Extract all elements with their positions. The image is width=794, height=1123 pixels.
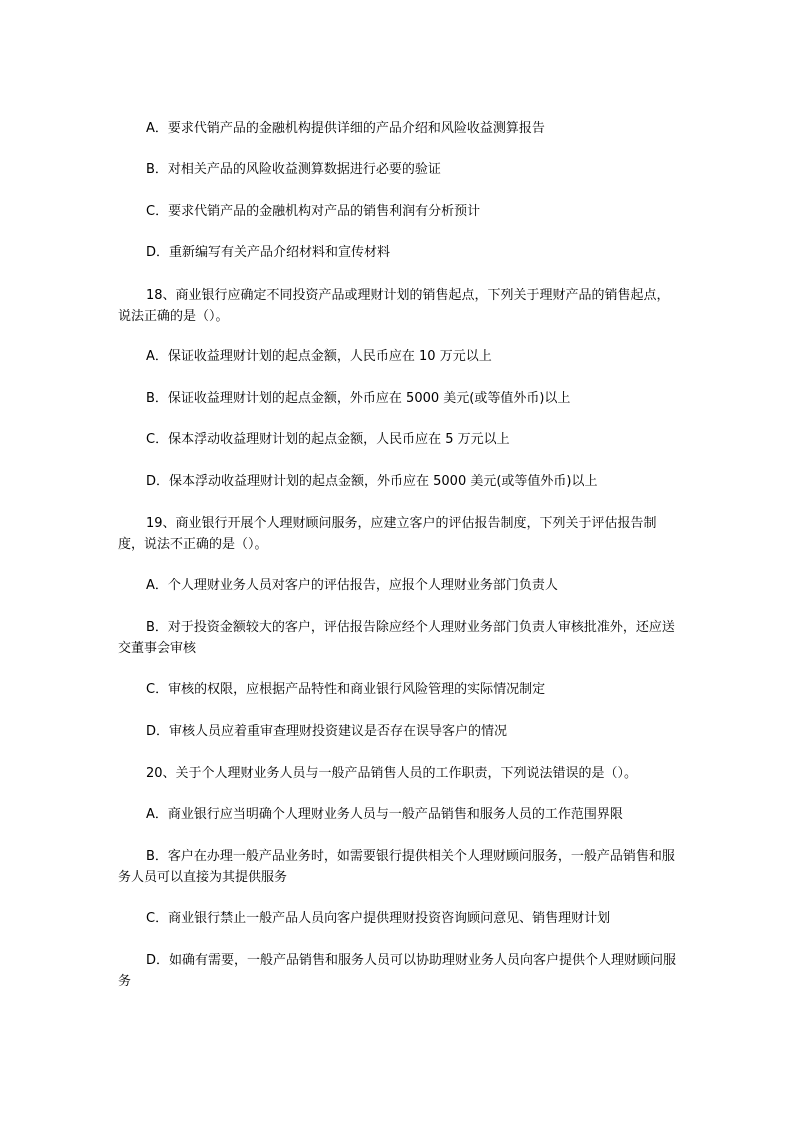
option-18-b: B．保证收益理财计划的起点金额，外币应在 5000 美元(或等值外币)以上 [146, 391, 571, 406]
option-20-b: B．客户在办理一般产品业务时，如需要银行提供相关个人理财顾问服务，一般产品销售和服务人员可以直接为其提供服务 [118, 849, 675, 885]
option-17-b: B．对相关产品的风险收益测算数据进行必要的验证 [146, 162, 441, 177]
option-19-a: A．个人理财业务人员对客户的评估报告，应报个人理财业务部门负责人 [146, 578, 558, 593]
option-20-d: D．如确有需要，一般产品销售和服务人员可以协助理财业务人员向客户提供个人理财顾问服务 [118, 953, 677, 989]
option-17-d: D．重新编写有关产品介绍材料和宣传材料 [146, 245, 391, 260]
option-17-c: C．要求代销产品的金融机构对产品的销售利润有分析预计 [146, 204, 481, 219]
question-19: 19、商业银行开展个人理财顾问服务，应建立客户的评估报告制度，下列关于评估报告制度，说法不正确的是（）。 [118, 516, 657, 552]
option-20-c: C．商业银行禁止一般产品人员向客户提供理财投资咨询顾问意见、销售理财计划 [146, 911, 611, 926]
option-19-d: D．审核人员应着重审查理财投资建议是否存在误导客户的情况 [146, 724, 508, 739]
option-17-a: A．要求代销产品的金融机构提供详细的产品介绍和风险收益测算报告 [146, 121, 545, 136]
question-20: 20、关于个人理财业务人员与一般产品销售人员的工作职责，下列说法错误的是（）。 [146, 766, 638, 781]
question-18: 18、商业银行应确定不同投资产品或理财计划的销售起点，下列关于理财产品的销售起点，说法正确的是（）。 [118, 288, 670, 324]
option-18-d: D．保本浮动收益理财计划的起点金额，外币应在 5000 美元(或等值外币)以上 [146, 474, 598, 489]
option-18-c: C．保本浮动收益理财计划的起点金额，人民币应在 5 万元以上 [146, 432, 510, 447]
option-20-a: A．商业银行应当明确个人理财业务人员与一般产品销售和服务人员的工作范围界限 [146, 807, 623, 822]
option-18-a: A．保证收益理财计划的起点金额，人民币应在 10 万元以上 [146, 349, 492, 364]
option-19-c: C．审核的权限，应根据产品特性和商业银行风险管理的实际情况制定 [146, 682, 546, 697]
option-19-b: B．对于投资金额较大的客户，评估报告除应经个人理财业务部门负责人审核批准外，还应送交董事会审核 [118, 620, 675, 656]
